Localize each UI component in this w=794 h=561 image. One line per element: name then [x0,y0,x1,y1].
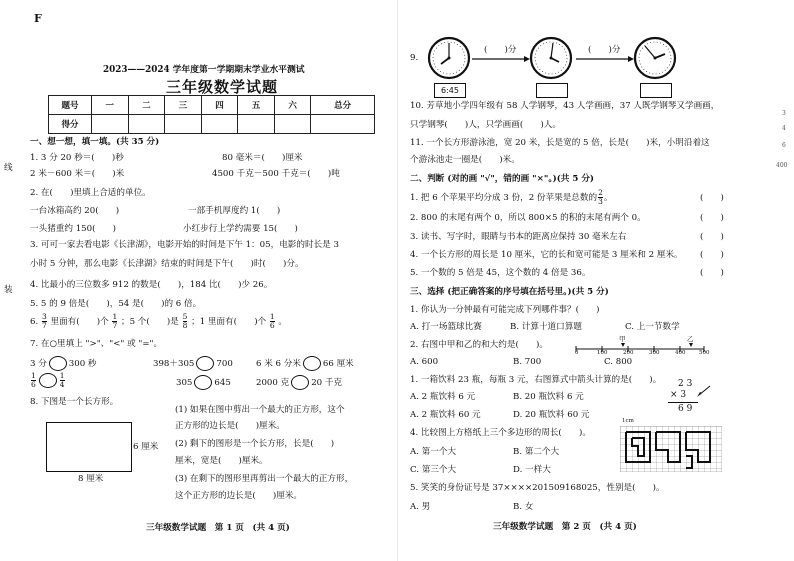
section-2-heading: 二、判断 (对的画 "√"，错的画 "×"。)(共 5 分) [410,174,594,184]
compare-circle[interactable] [49,356,67,371]
q1d: 4500 千克－500 千克＝( )吨 [212,169,340,179]
q8-1a: (1) 如果在图中剪出一个最大的正方形，这个 [175,405,345,415]
page-divider [397,0,398,561]
choice-1: 1. 你认为一分钟最有可能完成下列哪件事？( ) [410,305,600,315]
score-cell[interactable] [128,115,165,134]
score-header-cell: 总分 [311,96,375,115]
rect-width-label: 8 厘米 [78,474,104,484]
score-header-cell: 一 [92,96,129,115]
clock-icon [427,36,471,84]
choice-3b: B. 20 瓶饮料 6 元 [513,392,584,402]
clock-icon [633,36,677,84]
judge-answer-5[interactable]: ( ) [700,268,724,278]
score-header-cell: 四 [201,96,238,115]
score-cell[interactable] [311,115,375,134]
q8-2a: (2) 剩下的图形是一个长方形，长是( ) [175,439,335,449]
nl-tick-0: 0 [575,350,579,356]
nl-tick-1: 100 [597,350,608,356]
choice-1a: A. 打一场篮球比赛 [410,322,482,332]
q2d: 小红步行上学约需要 15( ) [183,224,298,234]
choice-2b: B. 700 [513,357,542,367]
nl-yi-label: 乙 [687,335,694,343]
q11-line2: 个游泳池走一圈是( )米。 [410,155,520,165]
q7-row1c: 6 米 6 分米 66 厘米 [256,356,354,371]
judge-3: 3. 读书、写字时，眼睛与书本的距离应保持 30 毫米左右 [410,232,627,242]
choice-5a: A. 男 [410,502,431,512]
choice-2a: A. 600 [410,357,439,367]
fraction: $\frac{1}{4}$ [59,371,65,389]
q10-line1: 10. 芳草地小学四年级有 58 人学钢琴，43 人学画画，37 人既学钢琴又学画画， [410,101,720,111]
compare-circle[interactable] [303,356,321,371]
choice-1b: B. 计算十道口算题 [510,322,582,332]
nl-tick-2: 200 [623,350,634,356]
clock-time-box: 6:45 [434,83,466,98]
margin-mark: 3 [782,110,786,117]
q1b: 80 毫米＝( )厘米 [222,153,303,163]
q6: 6. $\frac{3}{7}$ 里面有( )个 $\frac{1}{7}$ ；5 个( )是 $\frac{5}{8}$ ；1 里面有( )个 $\frac{1}{6}$ 。 [30,312,288,330]
rect-height-label: 6 厘米 [133,442,159,452]
judge-answer-1[interactable]: ( ) [700,193,724,203]
q4: 4. 比最小的三位数多 912 的数是( )，184 比( )少 26。 [30,280,273,290]
score-cell[interactable] [165,115,202,134]
q9-number: 9. [410,53,419,63]
fraction: $\frac{1}{6}$ [31,371,36,389]
side-mark-1: 线 [4,163,13,173]
judge-answer-4[interactable]: ( ) [700,250,724,260]
grid-polygons-figure [620,426,722,472]
calc-result: 6 9 [678,404,693,414]
q7-row2 [30,372,66,389]
score-header-cell: 三 [165,96,202,115]
choice-5: 5. 笑笑的身份证号是 37××××201509168025，性别是( )。 [410,483,665,493]
arrow-icon [696,384,712,398]
choice-4b: B. 第二个大 [513,447,560,457]
choice-2c: C. 800 [604,357,633,367]
q7: 7. 在○里填上 ">"、"<" 或 "="。 [30,339,163,349]
choice-4d: D. 一样大 [513,465,551,475]
q8-3a: (3) 在剩下的图形里再剪出一个最大的正方形， [175,474,354,484]
section-3-heading: 三、选择 (把正确答案的序号填在括号里。)(共 5 分) [410,287,609,297]
clock-icon [529,36,573,84]
corner-mark: F [34,12,42,25]
q8-1b: 正方形的边长是( )厘米。 [175,421,285,431]
fraction: $\frac{1}{6}$ [269,312,275,330]
choice-3: 1. 一箱饮料 23 瓶，每瓶 3 元，右图算式中箭头计算的是( )。 [410,375,662,385]
score-table [48,95,375,134]
q2b: 一部手机厚度约 1( ) [188,206,281,216]
choice-3d: D. 20 瓶饮料 60 元 [513,410,590,420]
nl-tick-3: 300 [649,350,660,356]
compare-circle[interactable] [196,356,214,371]
calc-mid: × 3 [670,390,687,400]
choice-4c: C. 第三个大 [410,465,457,475]
q10-line2: 只学钢琴( )人，只学画画( )人。 [410,120,561,130]
nl-tick-4: 400 [675,350,686,356]
judge-5: 5. 一个数的 5 倍是 45，这个数的 4 倍是 36。 [410,268,591,278]
score-header-cell: 二 [128,96,165,115]
score-cell[interactable] [92,115,129,134]
choice-4a: A. 第一个大 [410,447,457,457]
compare-circle[interactable] [39,373,57,388]
nl-tick-5: 500 [699,350,710,356]
page-title: 三年级数学试题 [166,78,279,96]
q5: 5. 5 的 9 倍是( )，54 是( )的 6 倍。 [30,299,202,309]
q7-row2c: 2000 克 20 千克 [256,375,342,390]
calc-top: 2 3 [678,379,693,389]
q1c: 2 米－600 米＝( )米 [30,169,125,179]
q8-2b: 厘米，宽是( )厘米。 [175,456,268,466]
q2a: 一台冰箱高约 20( ) [30,206,120,216]
judge-1: 1. 把 6 个苹果平均分成 3 份，2 份苹果是总数的 $\frac{2}{3}$ 。 [410,188,613,206]
fraction: $\frac{5}{8}$ [182,312,188,330]
judge-answer-2[interactable]: ( ) [700,213,724,223]
judge-answer-3[interactable]: ( ) [700,232,724,242]
q8: 8. 下图是一个长方形。 [30,397,119,407]
judge-2: 2. 800 的末尾有两个 0，所以 800×5 的积的末尾有两个 0。 [410,213,646,223]
q3-line1: 3. 可可一家去看电影《长津湖》，电影开始的时间是下午 1：05，电影的时长是 3 [30,240,339,250]
score-row-label: 得分 [49,115,92,134]
score-table-header-row [49,96,375,115]
margin-mark: 400 [776,162,788,169]
q6-number: 6. [30,317,39,327]
fraction: $\frac{2}{3}$ [598,188,603,206]
arrow-1 [470,55,530,63]
q11-line1: 11. 一个长方形游泳池，宽 20 米，长是宽的 5 倍，长是( )米，小明沿着这 [410,138,710,148]
choice-5b: B. 女 [513,502,534,512]
score-cell[interactable] [274,115,311,134]
score-cell[interactable] [238,115,275,134]
margin-mark: 6 [782,142,786,149]
fraction: $\frac{1}{7}$ [112,312,118,330]
q3-line2: 小时 5 分钟，那么电影《长津湖》结束的时间是下午( )时( )分。 [30,259,304,269]
grid-scale-label: 1cm [622,418,634,424]
arrow-2 [574,55,634,63]
nl-jia-label: 甲 [619,335,626,343]
q7-row2b: 305 645 [176,375,231,390]
choice-1c: C. 上一节数学 [625,322,680,332]
compare-circle[interactable] [194,375,212,390]
compare-circle[interactable] [291,375,309,390]
q8-3b: 这个正方形的边长是( )厘米。 [175,491,303,501]
score-header-cell: 五 [238,96,275,115]
fraction: $\frac{3}{7}$ [41,312,47,330]
page-footer-right: 三年级数学试题 第 2 页 (共 4 页) [493,522,637,532]
rectangle-figure [46,422,132,472]
margin-mark: 4 [782,125,786,132]
choice-3c: A. 2 瓶饮料 60 元 [410,410,481,420]
score-header-cell: 题号 [49,96,92,115]
q9-gap1: ( )分 [484,45,517,55]
section-1-heading: 一、想一想，填一填。(共 35 分) [30,137,160,147]
answer-box[interactable] [536,83,568,98]
q2c: 一头猪重约 150( ) [30,224,116,234]
choice-2: 2. 右图中甲和乙的和大约是( )。 [410,340,548,350]
calc-line [668,402,698,403]
q7-row1b: 398＋305 700 [153,356,233,371]
score-table-score-row [49,115,375,134]
q1a: 1. 3 分 20 秒＝( )秒 [30,153,124,163]
score-header-cell: 六 [274,96,311,115]
answer-box[interactable] [640,83,672,98]
q2: 2. 在( )里填上合适的单位。 [30,188,151,198]
score-cell[interactable] [201,115,238,134]
choice-4: 4. 比较图上方格纸上三个多边形的周长( )。 [410,428,591,438]
q7-row1: 3 分 300 秒 [30,356,97,371]
judge-4: 4. 一个长方形的周长是 10 厘米，它的长和宽可能是 3 厘米和 2 厘米。 [410,250,683,260]
choice-3a: A. 2 瓶饮料 6 元 [410,392,476,402]
exam-header: 2023——2024 学年度第一学期期末学业水平测试 [103,65,305,75]
page-footer-left: 三年级数学试题 第 1 页 (共 4 页) [146,523,290,533]
side-mark-2: 装 [4,285,13,295]
q9-gap2: ( )分 [588,45,621,55]
